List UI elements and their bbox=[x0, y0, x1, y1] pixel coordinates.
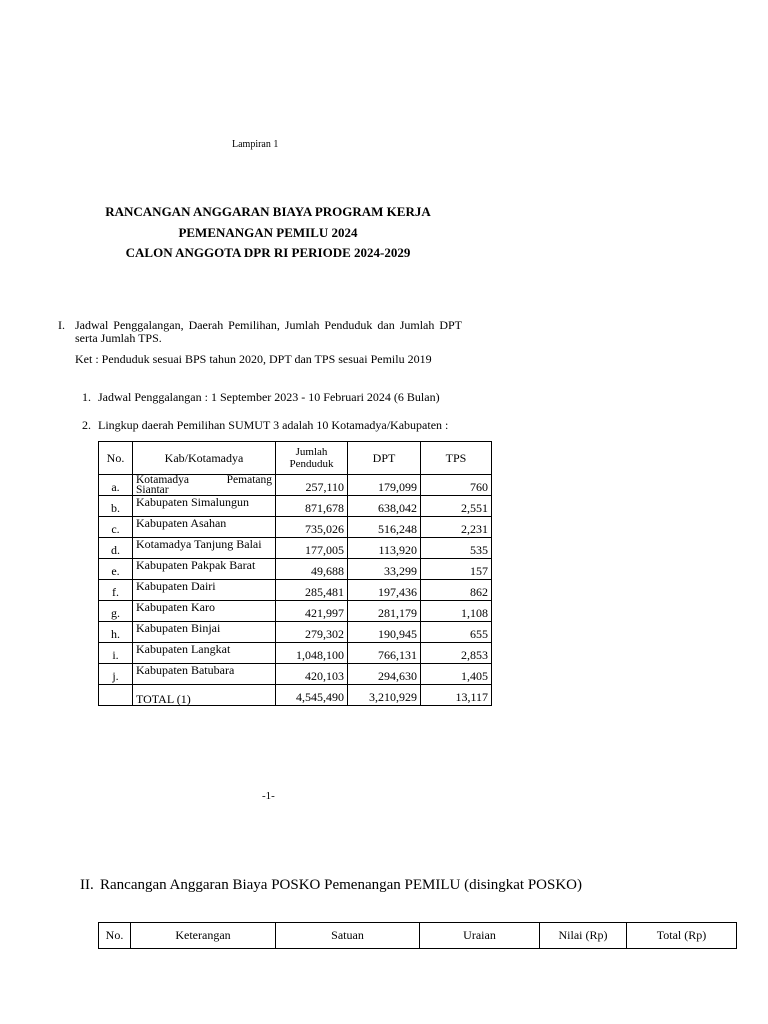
row-population: 257,110 bbox=[276, 475, 348, 496]
title-line-1: RANCANGAN ANGGARAN BIAYA PROGRAM KERJA bbox=[105, 204, 431, 219]
list-item bbox=[82, 418, 448, 433]
section-1-text: Jadwal Penggalangan, Daerah Pemilihan, Jumlah Penduduk dan Jumlah DPT serta Jumlah TPS. bbox=[75, 318, 462, 345]
header-dpt: DPT bbox=[348, 442, 421, 475]
list-item-text: Jadwal Penggalangan : 1 September 2023 - 10 Februari 2024 (6 Bulan) bbox=[98, 390, 440, 404]
posko-budget-table bbox=[98, 922, 737, 949]
list-item-number: 1. bbox=[82, 390, 91, 404]
row-tps: 655 bbox=[421, 622, 492, 643]
attachment-label: Lampiran 1 bbox=[232, 139, 279, 150]
row-population: 177,005 bbox=[276, 538, 348, 559]
row-no: e. bbox=[99, 559, 133, 580]
row-population: 285,481 bbox=[276, 580, 348, 601]
row-dpt: 638,042 bbox=[348, 496, 421, 517]
row-population: 49,688 bbox=[276, 559, 348, 580]
title-line-3: CALON ANGGOTA DPR RI PERIODE 2024-2029 bbox=[125, 245, 411, 260]
row-kab bbox=[133, 475, 276, 496]
row-no: b. bbox=[99, 496, 133, 517]
row-tps: 1,108 bbox=[421, 601, 492, 622]
row-dpt: 33,299 bbox=[348, 559, 421, 580]
row-kab: Kabupaten Batubara bbox=[133, 664, 276, 685]
section-2-number: II. bbox=[80, 877, 94, 893]
row-population: 871,678 bbox=[276, 496, 348, 517]
row-dpt: 766,131 bbox=[348, 643, 421, 664]
section-1-number: I. bbox=[58, 318, 65, 332]
table-header-row bbox=[99, 442, 492, 475]
table-row bbox=[99, 580, 492, 601]
row-tps: 157 bbox=[421, 559, 492, 580]
section-1-note: Ket : Penduduk sesuai BPS tahun 2020, DPT dan TPS sesuai Pemilu 2019 bbox=[75, 352, 432, 366]
row-dpt: 516,248 bbox=[348, 517, 421, 538]
section-2-heading bbox=[80, 877, 582, 894]
row-no: f. bbox=[99, 580, 133, 601]
row-no: a. bbox=[99, 475, 133, 496]
table-row bbox=[99, 538, 492, 559]
header-no: No. bbox=[99, 442, 133, 475]
table-row bbox=[99, 559, 492, 580]
header-nilai: Nilai (Rp) bbox=[540, 923, 627, 949]
row-tps: 760 bbox=[421, 475, 492, 496]
row-kab: Kabupaten Binjai bbox=[133, 622, 276, 643]
row-kab: Kabupaten Pakpak Barat bbox=[133, 559, 276, 580]
row-population: 420,103 bbox=[276, 664, 348, 685]
row-kab: Kabupaten Karo bbox=[133, 601, 276, 622]
header-population bbox=[276, 442, 348, 475]
total-no bbox=[99, 685, 133, 706]
row-dpt: 179,099 bbox=[348, 475, 421, 496]
row-kab: Kotamadya Tanjung Balai bbox=[133, 538, 276, 559]
row-no: g. bbox=[99, 601, 133, 622]
table-row bbox=[99, 496, 492, 517]
row-kab-text: Kotamadya Pematang Siantar bbox=[136, 475, 272, 495]
table-row bbox=[99, 643, 492, 664]
title-line-2: PEMENANGAN PEMILU 2024 bbox=[178, 225, 358, 240]
table-header-row bbox=[99, 923, 737, 949]
total-tps: 13,117 bbox=[421, 685, 492, 706]
row-tps: 1,405 bbox=[421, 664, 492, 685]
row-no: h. bbox=[99, 622, 133, 643]
total-label: TOTAL (1) bbox=[133, 685, 276, 706]
row-no: i. bbox=[99, 643, 133, 664]
row-dpt: 197,436 bbox=[348, 580, 421, 601]
row-kab: Kabupaten Langkat bbox=[133, 643, 276, 664]
header-no: No. bbox=[99, 923, 131, 949]
list-item-number: 2. bbox=[82, 418, 91, 432]
row-dpt: 190,945 bbox=[348, 622, 421, 643]
row-kab: Kabupaten Asahan bbox=[133, 517, 276, 538]
table-row bbox=[99, 622, 492, 643]
total-population: 4,545,490 bbox=[276, 685, 348, 706]
row-no: c. bbox=[99, 517, 133, 538]
list-item bbox=[82, 390, 440, 405]
row-tps: 2,551 bbox=[421, 496, 492, 517]
header-satuan: Satuan bbox=[276, 923, 420, 949]
row-no: j. bbox=[99, 664, 133, 685]
constituency-table bbox=[98, 441, 492, 706]
page-number: -1- bbox=[262, 790, 275, 802]
row-no: d. bbox=[99, 538, 133, 559]
header-uraian: Uraian bbox=[420, 923, 540, 949]
header-tps: TPS bbox=[421, 442, 492, 475]
row-tps: 2,231 bbox=[421, 517, 492, 538]
header-total: Total (Rp) bbox=[627, 923, 737, 949]
row-dpt: 281,179 bbox=[348, 601, 421, 622]
row-tps: 2,853 bbox=[421, 643, 492, 664]
table-row bbox=[99, 517, 492, 538]
table-row bbox=[99, 475, 492, 496]
header-kab: Kab/Kotamadya bbox=[133, 442, 276, 475]
row-dpt: 113,920 bbox=[348, 538, 421, 559]
total-dpt: 3,210,929 bbox=[348, 685, 421, 706]
table-row bbox=[99, 601, 492, 622]
row-kab: Kabupaten Simalungun bbox=[133, 496, 276, 517]
section-1-heading bbox=[58, 319, 462, 345]
header-keterangan: Keterangan bbox=[131, 923, 276, 949]
table-row bbox=[99, 664, 492, 685]
header-population-line1: Jumlah bbox=[295, 446, 328, 458]
row-population: 279,302 bbox=[276, 622, 348, 643]
list-item-text: Lingkup daerah Pemilihan SUMUT 3 adalah 10 Kotamadya/Kabupaten : bbox=[98, 418, 449, 432]
row-population: 1,048,100 bbox=[276, 643, 348, 664]
row-population: 735,026 bbox=[276, 517, 348, 538]
row-dpt: 294,630 bbox=[348, 664, 421, 685]
row-kab: Kabupaten Dairi bbox=[133, 580, 276, 601]
section-2-title: Rancangan Anggaran Biaya POSKO Pemenangan PEMILU (disingkat POSKO) bbox=[100, 877, 583, 893]
table-total-row bbox=[99, 685, 492, 706]
row-tps: 862 bbox=[421, 580, 492, 601]
header-population-line2: Penduduk bbox=[289, 458, 334, 470]
row-tps: 535 bbox=[421, 538, 492, 559]
row-population: 421,997 bbox=[276, 601, 348, 622]
